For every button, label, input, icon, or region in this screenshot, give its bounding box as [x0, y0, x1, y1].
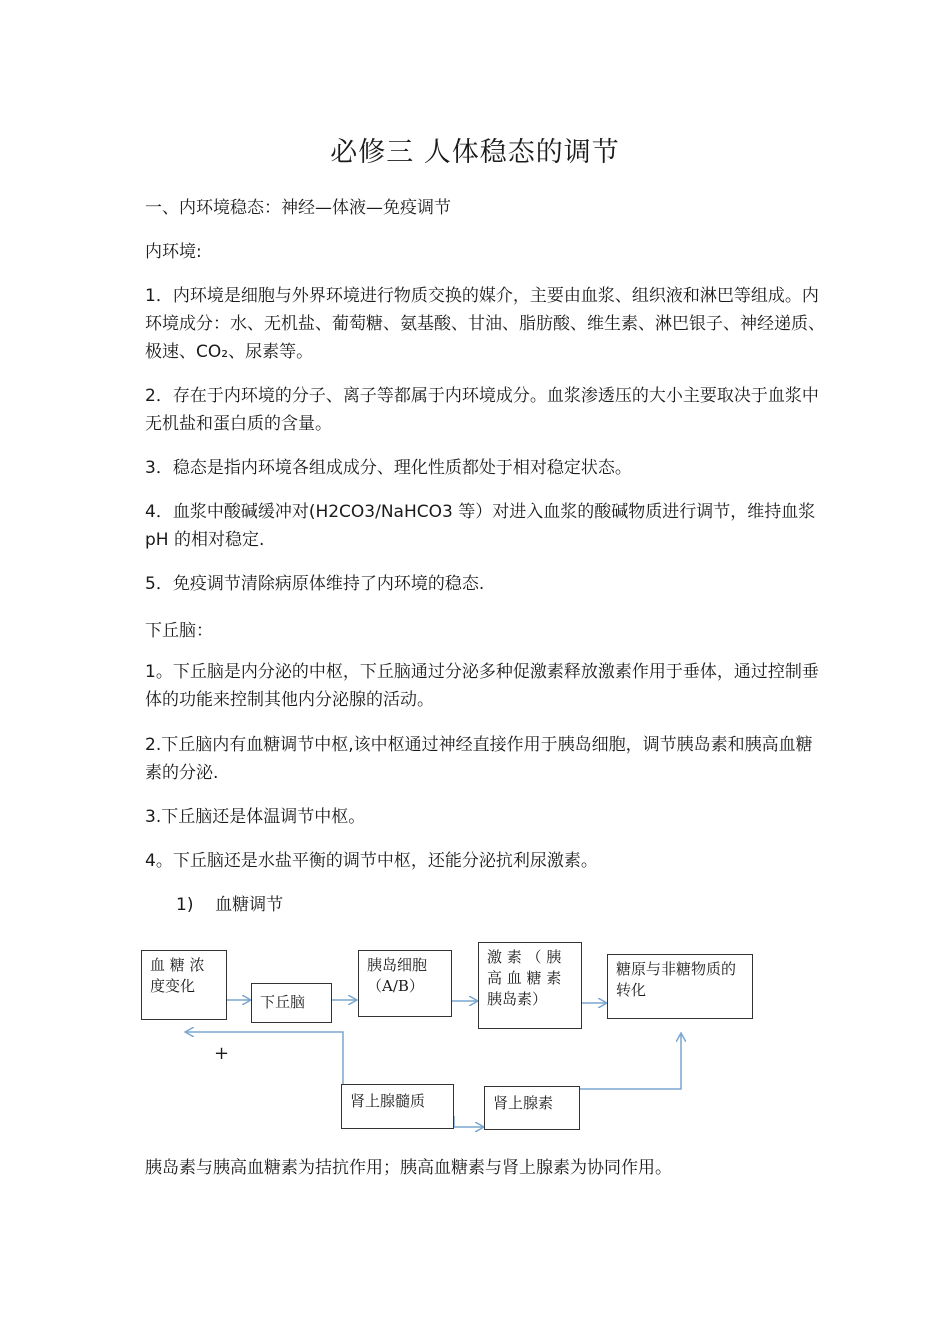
box-adrenaline: 肾上腺素: [484, 1086, 580, 1130]
footer-note: 胰岛素与胰高血糖素为拮抗作用；胰高血糖素与肾上腺素为协同作用。: [145, 1158, 672, 1178]
env-item-4: 4．血浆中酸碱缓冲对(H2CO3/NaHCO3 等）对进入血浆的酸碱物质进行调节，维持血浆 pH 的相对稳定.: [145, 502, 816, 550]
hypo-item-2: 2.下丘脑内有血糖调节中枢,该中枢通过神经直接作用于胰岛细胞，调节胰岛素和胰高血糖素的分泌.: [145, 735, 813, 783]
box-hypothalamus: 下丘脑: [251, 983, 332, 1023]
hypo-heading: 下丘脑：: [145, 621, 213, 641]
box-adrenal-medulla: 肾上腺髓质: [341, 1084, 454, 1129]
hypo-item-4: 4。下丘脑还是水盐平衡的调节中枢，还能分泌抗利尿激素。: [145, 851, 598, 871]
hypo-item-1: 1。下丘脑是内分泌的中枢，下丘脑通过分泌多种促激素释放激素作用于垂体，通过控制垂体的功能来控制其他内分泌腺的活动。: [145, 662, 819, 710]
section-heading: 一、内环境稳态：神经—体液—免疫调节: [145, 198, 451, 218]
page-title: 必修三 人体稳态的调节: [330, 137, 620, 168]
hypo-item-3: 3.下丘脑还是体温调节中枢。: [145, 807, 366, 827]
env-item-3: 3．稳态是指内环境各组成成分、理化性质都处于相对稳定状态。: [145, 458, 632, 478]
box-glucose-change: 血 糖 浓 度变化: [141, 950, 227, 1020]
arrow-7-5: [580, 1034, 681, 1089]
list-item: 1) 血糖调节: [176, 895, 284, 915]
arrow-6-7: [454, 1116, 483, 1127]
env-item-1: 1．内环境是细胞与外界环境进行物质交换的媒介，主要由血浆、组织液和淋巴等组成。内环境成分：水、无机盐、葡萄糖、氨基酸、甘油、脂肪酸、维生素、淋巴银子、神经递质、极速、CO₂、尿素等。: [145, 286, 825, 362]
box-islet-cells: 胰岛细胞（A/B）: [358, 950, 452, 1017]
box-glycogen-conversion: 糖原与非糖物质的转化: [607, 954, 753, 1019]
arrow-feedback: [186, 1032, 343, 1084]
env-item-2: 2．存在于内环境的分子、离子等都属于内环境成分。血浆渗透压的大小主要取决于血浆中无机盐和蛋白质的含量。: [145, 386, 819, 434]
env-heading: 内环境:: [145, 242, 202, 262]
plus-sign: +: [214, 1043, 230, 1064]
env-item-5: 5．免疫调节清除病原体维持了内环境的稳态.: [145, 574, 485, 594]
box-hormones: 激 素 （ 胰 高 血 糖 素 胰岛素）: [478, 942, 582, 1029]
